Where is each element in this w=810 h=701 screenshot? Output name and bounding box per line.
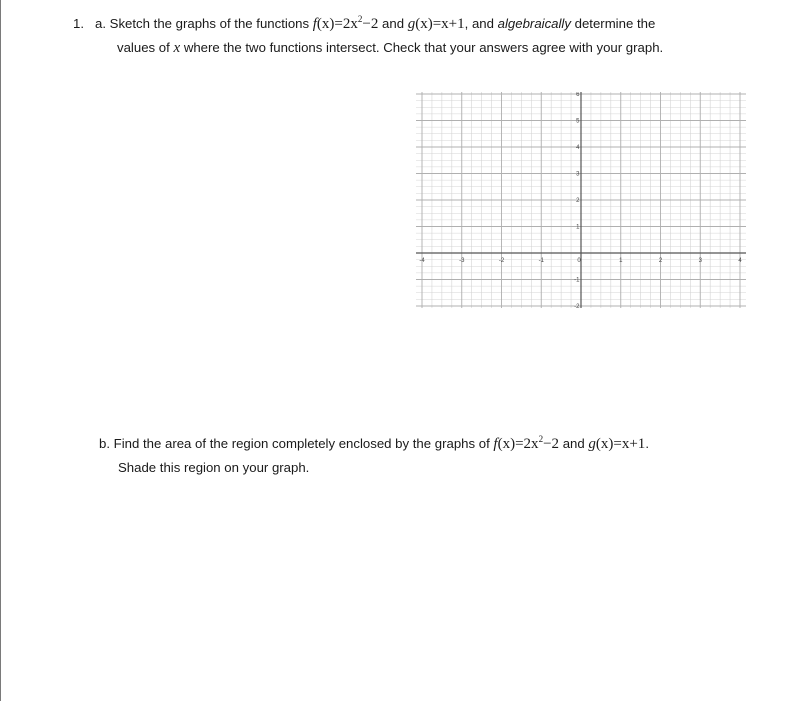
x-tick-label: 4 [738, 258, 742, 264]
x-tick-label: -4 [419, 258, 425, 264]
function-g-definition: g(x)=x+1 [407, 16, 465, 32]
x-tick-label: 1 [619, 258, 623, 264]
y-tick-label: 5 [576, 118, 580, 125]
part-b-instruction: Shade this region on your graph. [118, 460, 310, 475]
part-a-emphasis: algebraically [497, 16, 571, 31]
y-tick-label: 4 [576, 145, 580, 151]
y-tick-label: 1 [576, 224, 580, 231]
part-a-comma-and: , and [464, 16, 494, 31]
function-f-definition: $f(x)=2x^2-2$ [312, 14, 379, 32]
part-b-and: and [562, 436, 585, 451]
part-b-line-2 [118, 460, 309, 475]
part-b-period: . [645, 436, 649, 451]
part-a-values-of: values of [117, 40, 170, 55]
page-left-border [0, 0, 1, 701]
x-tick-label: -3 [459, 258, 465, 264]
part-a-and: and [382, 16, 405, 31]
part-a-instruction: where the two functions intersect. Check that your answers agree with your graph. [183, 40, 664, 55]
part-b-function-g: g(x)=x+1 [588, 436, 646, 452]
x-tick-label: 3 [698, 258, 702, 264]
x-tick-label: -1 [538, 258, 544, 264]
x-tick-label: 2 [658, 258, 663, 264]
part-a-determine: determine the [574, 16, 656, 31]
part-b-intro: Find the area of the region completely enclosed by the graphs of [113, 436, 490, 451]
y-tick-label: 3 [576, 171, 580, 178]
part-b-line-1 [99, 436, 649, 453]
y-tick-label: -1 [574, 277, 580, 284]
part-a-intro: Sketch the graphs of the functions [109, 16, 310, 31]
y-tick-label: 6 [576, 92, 580, 98]
part-b-label: b. [99, 436, 110, 451]
y-tick-label: -2 [574, 304, 580, 308]
part-a-line-1 [73, 16, 655, 33]
y-tick-label: 2 [576, 198, 580, 204]
coordinate-grid[interactable] [416, 92, 746, 308]
part-b-function-f: $f(x)=2x^2-2$ [493, 434, 560, 452]
x-tick-label: -2 [498, 258, 505, 264]
x-tick-label: 0 [577, 258, 581, 264]
variable-x: x [173, 40, 181, 56]
part-a-label: a. [95, 16, 106, 31]
part-a-line-2 [117, 40, 663, 57]
question-number: 1. [73, 16, 84, 31]
